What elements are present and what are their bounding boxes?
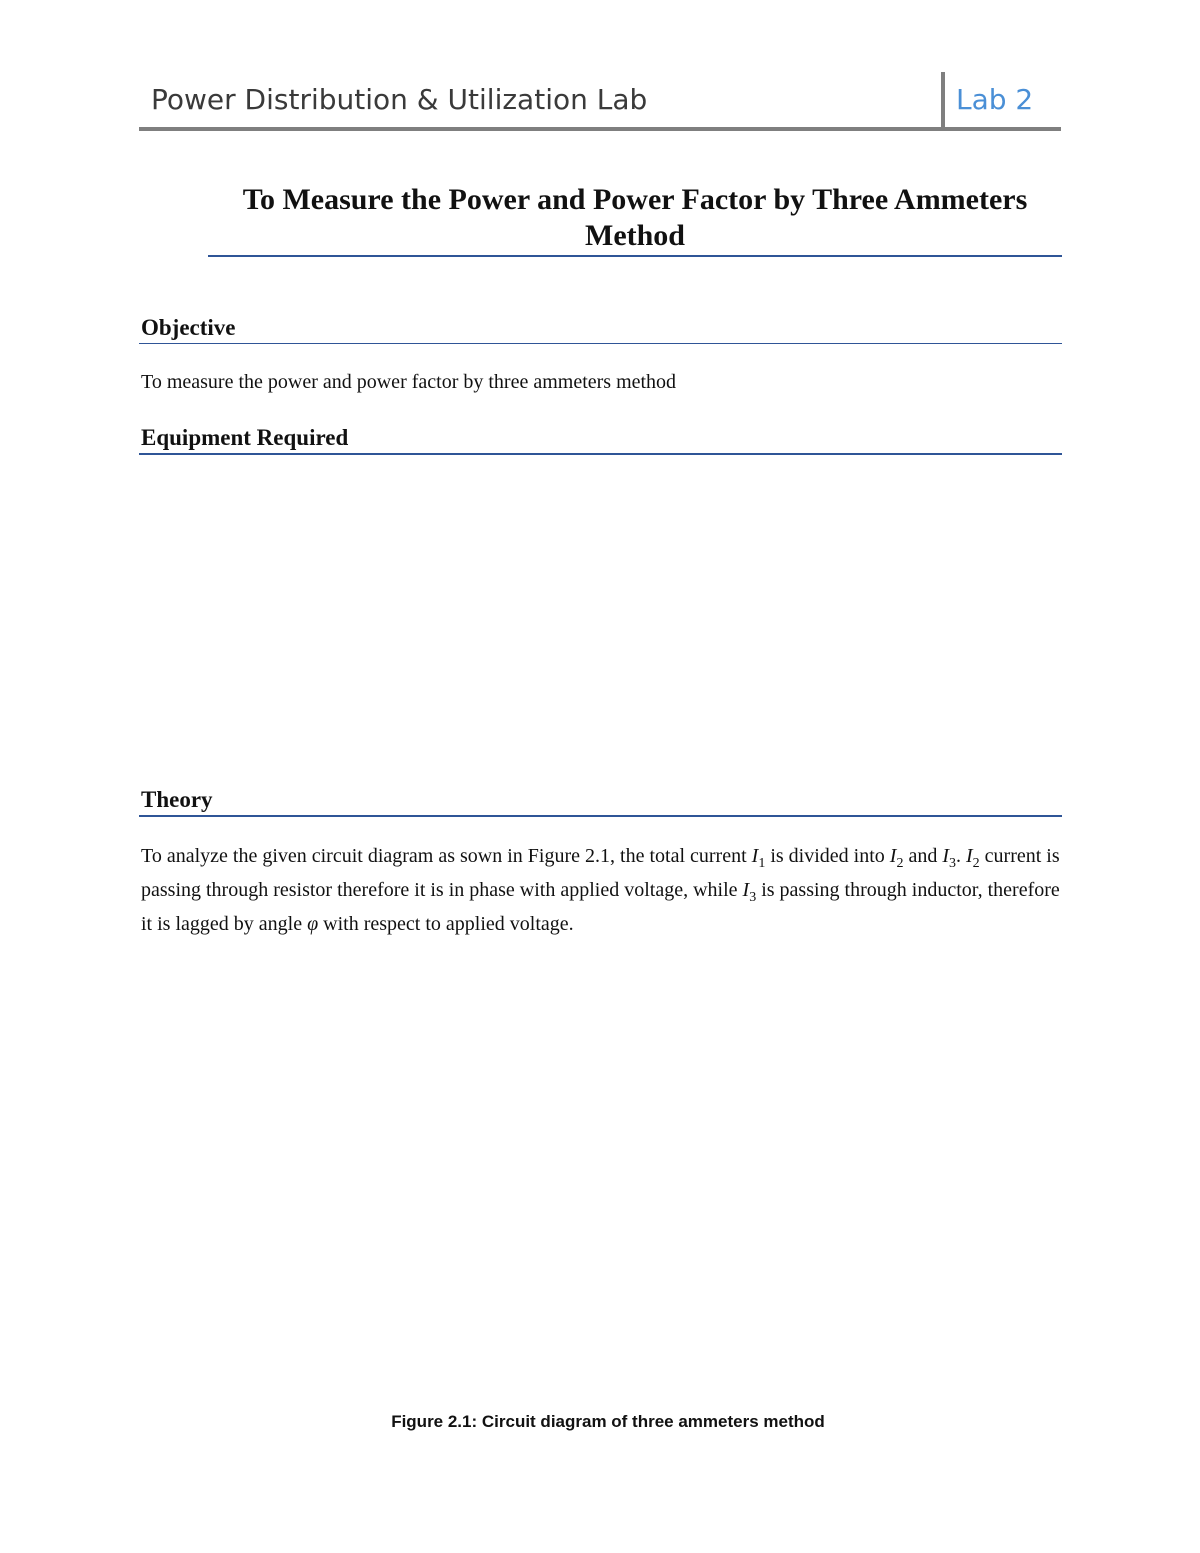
document-title: To Measure the Power and Power Factor by Three Ammeters Method [242,183,1028,252]
header-rule [139,127,1061,131]
current-i3: $I_3$ [742,879,757,905]
equipment-rule [139,453,1062,455]
equipment-heading: Equipment Required [141,425,349,450]
theory-heading: Theory [141,787,213,812]
objective-rule [139,343,1062,344]
title-rule [208,255,1062,257]
header-lab-number: Lab 2 [956,83,1034,116]
header-title: Power Distribution & Utilization Lab [151,83,648,116]
objective-heading: Objective [141,315,236,340]
current-i1: $I_1$ [751,845,766,871]
current-i2: $I_2$ [889,845,904,871]
theory-paragraph: To analyze the given circuit diagram as sown in Figure 2.1, the total current $I_1$ is divided into $I_2$ and $I_3$. $I_2$ current is passing through resistor therefore it is in phase with applied voltage, while $I_3$ is passing through inductor, therefore it is lagged by angle φ with respect to applied voltage. [141,845,1060,935]
header-separator [941,72,945,128]
current-i3: $I_3$ [942,845,956,871]
current-i2: $I_2$ [966,845,980,871]
phase-angle-phi: φ [307,913,319,935]
theory-rule [139,815,1062,817]
objective-text: To measure the power and power factor by three ammeters method [141,371,677,393]
figure-caption: Figure 2.1: Circuit diagram of three ammeters method [391,1412,825,1431]
